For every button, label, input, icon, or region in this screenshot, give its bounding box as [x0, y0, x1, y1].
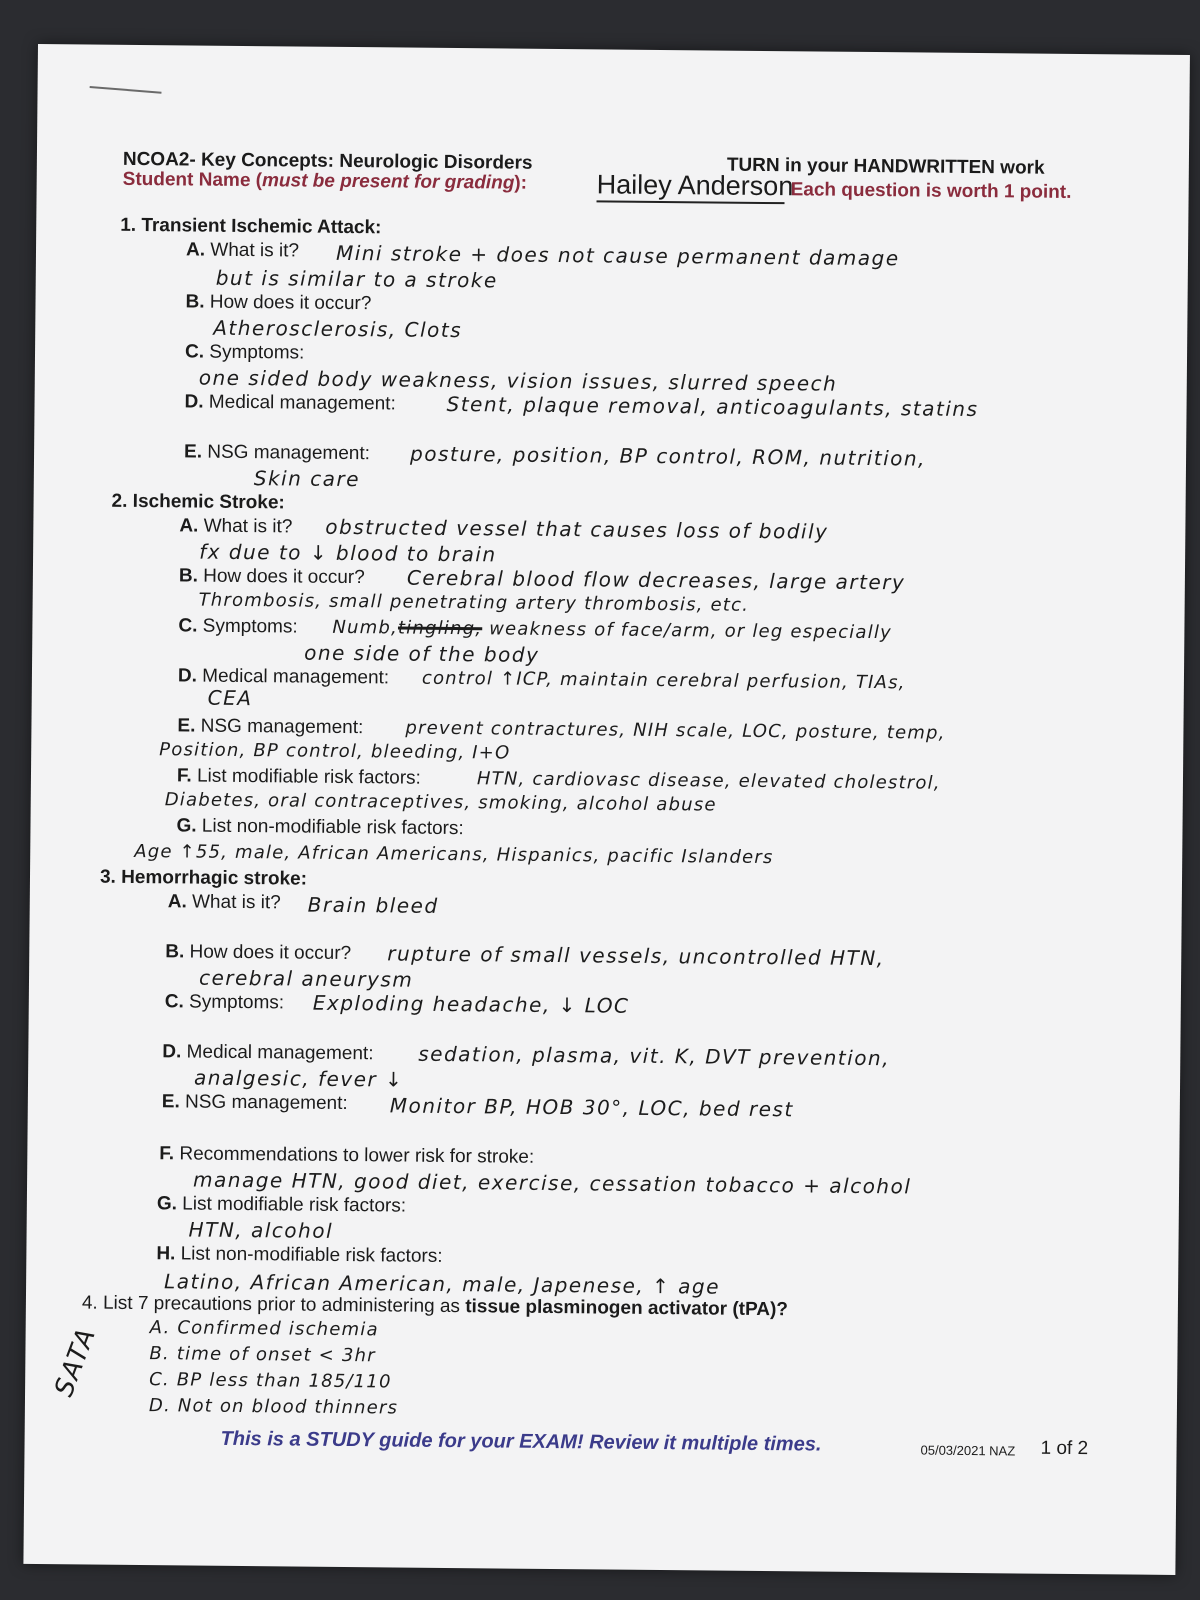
q4-item: A. Confirmed ischemia — [149, 1317, 379, 1341]
q2-d-prompt: D. Medical management: — [177, 665, 390, 689]
q1-e-prompt: E. NSG management: — [183, 441, 371, 465]
q2-a-prompt: A. What is it? — [179, 515, 293, 538]
student-name-label: Student Name (must be present for grading): — [122, 168, 528, 194]
student-name-field: Hailey Anderson — [597, 169, 785, 204]
q2-g-answer: Age ↑55, male, African Americans, Hispanics, pacific Islanders — [134, 840, 774, 869]
q1-c-answer: one sided body weakness, vision issues, slurred speech — [198, 365, 838, 396]
q3-e-prompt: E. NSG management: — [161, 1091, 348, 1115]
q1-a-answer-line1: Mini stroke + does not cause permanent damage — [335, 240, 900, 271]
q2-d-answer-line2: CEA — [207, 685, 253, 711]
q3-b-answer-line2: cerebral aneurysm — [198, 965, 414, 992]
q2-f-answer-line1: HTN, cardiovasc disease, elevated cholestrol, — [476, 768, 941, 794]
q4-item: D. Not on blood thinners — [148, 1395, 399, 1419]
q4-title: 4. List 7 precautions prior to administering as tissue plasminogen activator (tPA)? — [81, 1292, 789, 1321]
q3-g-answer: HTN, alcohol — [188, 1217, 334, 1243]
q3-c-prompt: C. Symptoms: — [164, 991, 285, 1014]
crossed-out-word: tingling, — [397, 617, 483, 640]
q2-c-prompt: C. Symptoms: — [178, 615, 298, 638]
q1-d-answer: Stent, plaque removal, anticoagulants, statins — [446, 391, 979, 422]
q3-b-answer-line1: rupture of small vessels, uncontrolled HTN, — [387, 941, 885, 971]
q3-f-answer: manage HTN, good diet, exercise, cessation tobacco + alcohol — [192, 1167, 912, 1199]
page-number: 1 of 2 — [1040, 1437, 1089, 1460]
q3-a-answer: Brain bleed — [307, 892, 439, 918]
q2-a-answer-line2: fx due to ↓ blood to brain — [199, 539, 497, 567]
q1-d-prompt: D. Medical management: — [184, 391, 396, 415]
q3-e-answer: Monitor BP, HOB 30°, LOC, bed rest — [389, 1093, 794, 1122]
revision-date: 05/03/2021 NAZ — [920, 1442, 1016, 1459]
study-guide-note: This is a STUDY guide for your EXAM! Review it multiple times. — [220, 1427, 822, 1456]
q2-b-prompt: B. How does it occur? — [178, 565, 365, 589]
points-note: Each question is worth 1 point. — [790, 179, 1072, 203]
q2-b-answer-line1: Cerebral blood flow decreases, large artery — [406, 565, 906, 595]
q2-g-prompt: G. List non-modifiable risk factors: — [176, 815, 464, 840]
q1-b-answer: Atherosclerosis, Clots — [213, 315, 463, 343]
q2-d-answer-line1: control ↑ICP, maintain cerebral perfusion, TIAs, — [421, 667, 906, 694]
q1-b-prompt: B. How does it occur? — [185, 291, 372, 315]
q3-d-answer-line2: analgesic, fever ↓ — [193, 1065, 404, 1092]
q3-d-prompt: D. Medical management: — [162, 1041, 374, 1065]
q1-c-prompt: C. Symptoms: — [184, 341, 305, 364]
q3-f-prompt: F. Recommendations to lower risk for stroke: — [159, 1143, 535, 1168]
q1-a-prompt: A. What is it? — [185, 239, 300, 262]
worksheet-title: NCOA2- Key Concepts: Neurologic Disorders — [122, 148, 533, 174]
q3-title: 3. Hemorrhagic stroke: — [99, 866, 308, 890]
q3-h-answer: Latino, African American, male, Japenese, ↑ age — [164, 1269, 721, 1299]
q1-e-answer-line1: posture, position, BP control, ROM, nutrition, — [409, 441, 927, 471]
pen-mark — [90, 86, 162, 94]
q2-f-answer-line2: Diabetes, oral contraceptives, smoking, alcohol abuse — [164, 789, 717, 816]
q1-a-answer-line2: but is similar to a stroke — [215, 265, 498, 293]
q3-c-answer: Exploding headache, ↓ LOC — [312, 990, 630, 1018]
q3-b-prompt: B. How does it occur? — [165, 941, 352, 965]
q3-h-prompt: H. List non-modifiable risk factors: — [156, 1243, 443, 1267]
worksheet-page — [23, 44, 1190, 1575]
sata-note: SATA — [49, 1323, 103, 1401]
q2-b-answer-line2: Thrombosis, small penetrating artery thrombosis, etc. — [198, 589, 750, 616]
q2-c-answer-line2: one side of the body — [304, 640, 540, 667]
q4-item: C. BP less than 185/110 — [149, 1369, 392, 1393]
q2-e-answer-line2: Position, BP control, bleeding, I+O — [159, 739, 511, 764]
turn-in-instruction: TURN in your HANDWRITTEN work — [726, 154, 1045, 179]
q2-e-prompt: E. NSG management: — [177, 715, 364, 739]
q4-item: B. time of onset < 3hr — [149, 1343, 376, 1367]
q1-title: 1. Transient Ischemic Attack: — [120, 214, 382, 239]
q3-d-answer-line1: sedation, plasma, vit. K, DVT prevention, — [418, 1041, 891, 1071]
q1-e-answer-line2: Skin care — [253, 466, 361, 492]
q3-a-prompt: A. What is it? — [167, 891, 281, 914]
q2-f-prompt: F. List modifiable risk factors: — [176, 765, 421, 789]
q2-e-answer-line1: prevent contractures, NIH scale, LOC, posture, temp, — [405, 717, 946, 744]
q2-c-answer-line1: Numb,tingling, weakness of face/arm, or leg especially — [332, 616, 893, 644]
q2-a-answer-line1: obstructed vessel that causes loss of bodily — [325, 514, 829, 544]
q3-g-prompt: G. List modifiable risk factors: — [156, 1193, 407, 1217]
q2-title: 2. Ischemic Stroke: — [111, 490, 285, 514]
